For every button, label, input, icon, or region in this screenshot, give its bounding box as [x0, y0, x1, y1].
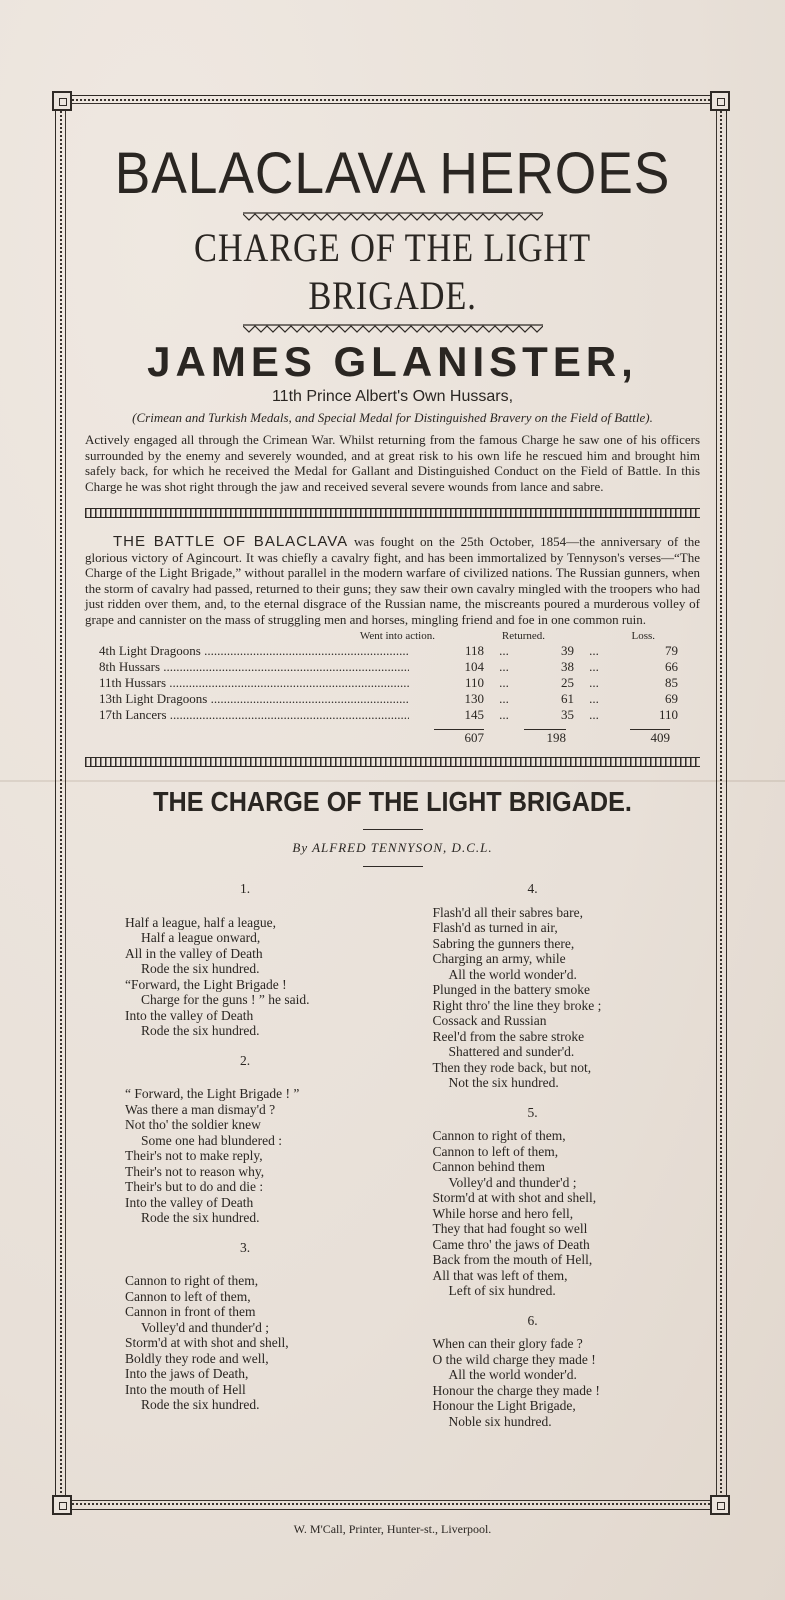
verse-line: Came thro' the jaws of Death	[432, 1236, 590, 1252]
table-row	[85, 659, 700, 675]
table-row	[85, 643, 700, 659]
chain-divider-1	[85, 508, 700, 518]
header-returned: Returned.	[501, 630, 545, 642]
stanza-5	[433, 1128, 701, 1299]
row-loss: 79	[665, 643, 678, 658]
row-sep: ...	[589, 643, 599, 658]
verse-line: Rode the six hundred.	[141, 1397, 260, 1412]
verse-line: “ Forward, the Light Brigade ! ”	[125, 1086, 300, 1101]
rule-bottom	[363, 866, 423, 867]
verse-line: Back from the mouth of Hell,	[432, 1252, 593, 1267]
table-row	[85, 707, 700, 723]
verse-line: Volley'd and thunder'd ;	[448, 1174, 577, 1190]
poem-column-right	[393, 877, 701, 1443]
corner-ornament-bottom-right	[710, 1495, 730, 1515]
row-name: 11th Hussars .....	[85, 675, 409, 691]
verse-line: Then they rode back, but not,	[432, 1059, 592, 1075]
verse-line: Not tho' the soldier knew	[125, 1117, 261, 1132]
row-sep: ...	[589, 691, 599, 706]
poem-title: THE CHARGE OF THE LIGHT BRIGADE.	[153, 786, 632, 817]
totals-spacer	[85, 729, 409, 745]
verse-line: Was there a man dismay'd ?	[125, 1101, 276, 1117]
poem-column-left	[85, 877, 393, 1443]
verse-line: Cannon to left of them,	[125, 1288, 251, 1304]
verse-line: Honour the charge they made !	[432, 1382, 600, 1398]
verse-line: Into the valley of Death	[125, 1007, 254, 1023]
verse-line: Cossack and Russian	[432, 1013, 547, 1028]
verse-line: When can their glory fade ?	[432, 1336, 583, 1351]
row-name: 4th Light Dragoons .....	[85, 643, 409, 659]
header-loss: Loss.	[631, 630, 655, 642]
verse-line: All the world wonder'd.	[448, 1367, 577, 1382]
verse-line: While horse and hero fell,	[432, 1205, 574, 1221]
verse-line: Flash'd all their sabres bare,	[432, 904, 584, 920]
verse-line: Rode the six hundred.	[141, 1210, 260, 1225]
verse-line: Right thro' the line they broke ;	[432, 997, 602, 1013]
verse-line: Into the valley of Death	[125, 1194, 254, 1210]
stanza-3	[125, 1273, 393, 1413]
stanza-2	[125, 1086, 393, 1226]
stanza-number: 1.	[239, 881, 251, 896]
corner-ornament-top-right	[710, 91, 730, 111]
row-sep: ...	[499, 659, 509, 674]
row-name: 13th Light Dragoons .....	[85, 691, 409, 707]
subtitle: CHARGE OF THE LIGHT BRIGADE.	[194, 225, 591, 318]
verse-line: Storm'd at with shot and shell,	[125, 1335, 289, 1350]
verse-line: Into the mouth of Hell	[125, 1381, 246, 1397]
verse-line: All the world wonder'd.	[448, 966, 577, 982]
chain-divider-2	[85, 757, 700, 767]
verse-line: All in the valley of Death	[125, 945, 263, 961]
verse-line: Their's but to do and die :	[125, 1179, 264, 1194]
verse-line: Rode the six hundred.	[141, 1023, 260, 1038]
verse-line: Storm'd at with shot and shell,	[432, 1190, 597, 1205]
zigzag-ornament-1	[243, 212, 543, 222]
verse-line: Cannon to left of them,	[432, 1143, 559, 1159]
verse-line: Boldly they rode and well,	[125, 1350, 269, 1366]
verse-line: Their's not to make reply,	[125, 1148, 263, 1163]
total-went: 607	[434, 729, 484, 745]
printer-imprint: W. M'Call, Printer, Hunter-st., Liverpool.	[293, 1522, 492, 1536]
header-went: Went into action.	[359, 630, 435, 642]
verse-line: Cannon to right of them,	[432, 1128, 566, 1143]
casualty-table	[85, 629, 700, 745]
verse-line: Flash'd as turned in air,	[432, 920, 558, 935]
battle-text: was fought on the 25th October, 1854—the anniversary of the glorious victory of Agincourt. It was chiefly a cavalry fight, and has been immortalized by Tennyson's verses—“The Charge of the Light Brigade,” without parallel in the modern warfare of civilized nations. The Russian gunners, when the storm of cavalry had passed, returned to their guns; they saw their own cavalry mingled with the troopers who had just ridden over them, and, to the eternal disgrace of the Russian name, the miscreants poured a murderous volley of grape and cannister on the mass of struggling men and horses, mingling friend and foe in one common ruin.	[85, 534, 700, 627]
row-sep: ...	[499, 675, 509, 690]
verse-line: Their's not to reason why,	[125, 1163, 265, 1179]
row-sep: ...	[589, 707, 599, 722]
verse-line: Volley'd and thunder'd ;	[141, 1319, 269, 1335]
verse-line: They that had fought so well	[432, 1221, 588, 1236]
verse-line: Left of six hundred.	[448, 1283, 556, 1298]
row-went: 118	[464, 643, 484, 658]
row-sep: ...	[499, 691, 509, 706]
verse-line: Sabring the gunners there,	[432, 935, 575, 951]
table-row	[85, 691, 700, 707]
table-row	[85, 675, 700, 691]
row-returned: 39	[561, 643, 574, 658]
verse-line: Charging an army, while	[432, 951, 566, 966]
row-returned: 35	[561, 707, 574, 722]
verse-line: All that was left of them,	[432, 1267, 568, 1283]
verse-line: Cannon behind them	[432, 1159, 545, 1174]
total-returned: 198	[524, 729, 566, 745]
verse-line: Cannon in front of them	[125, 1304, 256, 1319]
row-sep: ...	[589, 675, 599, 690]
table-header	[85, 629, 700, 643]
stanza-number: 5.	[527, 1104, 538, 1120]
verse-line: Charge for the guns ! ” he said.	[141, 992, 310, 1007]
row-went: 104	[464, 659, 484, 674]
verse-line: Rode the six hundred.	[141, 961, 260, 976]
row-returned: 38	[561, 659, 574, 674]
medals-note: (Crimean and Turkish Medals, and Special Medal for Distinguished Bravery on the Field of Battle).	[132, 410, 653, 425]
verse-line: Into the jaws of Death,	[125, 1366, 249, 1381]
verse-line: Half a league, half a league,	[125, 914, 277, 930]
row-loss: 69	[665, 691, 678, 706]
stanza-number: 2.	[239, 1052, 251, 1068]
row-loss: 66	[665, 659, 678, 674]
regiment-line: 11th Prince Albert's Own Hussars,	[271, 388, 514, 405]
battle-heading: THE BATTLE OF BALACLAVA	[113, 533, 349, 550]
verse-line: Reel'd from the sabre stroke	[432, 1028, 585, 1044]
verse-line: Half a league onward,	[141, 930, 261, 945]
row-went: 110	[464, 675, 484, 690]
total-loss: 409	[630, 729, 670, 745]
corner-ornament-top-left	[52, 91, 72, 111]
corner-ornament-bottom-left	[52, 1495, 72, 1515]
main-title: BALACLAVA HEROES	[114, 141, 671, 206]
table-totals	[85, 729, 700, 745]
hero-name: JAMES GLANISTER,	[147, 338, 638, 385]
verse-line: Plunged in the battery smoke	[432, 982, 590, 997]
stanza-4	[433, 905, 701, 1091]
zigzag-ornament-2	[243, 324, 543, 334]
row-went: 145	[464, 707, 484, 722]
stanza-6	[433, 1336, 701, 1429]
row-loss: 85	[665, 675, 678, 690]
totals-gap	[566, 729, 606, 745]
poem-author: By ALFRED TENNYSON, D.C.L.	[292, 840, 493, 855]
verse-line: Not the six hundred.	[448, 1075, 559, 1090]
row-sep: ...	[499, 707, 509, 722]
row-name: 8th Hussars .....	[85, 659, 409, 675]
row-returned: 61	[561, 691, 574, 706]
verse-line: Honour the Light Brigade,	[432, 1398, 576, 1413]
stanza-number: 3.	[239, 1239, 251, 1255]
verse-line: Cannon to right of them,	[125, 1273, 259, 1288]
battle-paragraph	[85, 534, 700, 627]
row-sep: ...	[499, 643, 509, 658]
stanza-number: 6.	[527, 1312, 538, 1328]
totals-gap	[484, 729, 524, 745]
row-returned: 25	[561, 675, 574, 690]
verse-line: Some one had blundered :	[141, 1132, 282, 1148]
row-loss: 110	[658, 707, 678, 722]
verse-line: Noble six hundred.	[448, 1413, 552, 1429]
broadside-content	[85, 120, 700, 1443]
verse-line: “Forward, the Light Brigade !	[125, 976, 287, 992]
verse-line: O the wild charge they made !	[432, 1351, 596, 1367]
rule-top	[363, 829, 423, 830]
bio-paragraph: Actively engaged all through the Crimean War. Whilst returning from the famous Charge he saw one of his officers surrounded by the enemy and severely wounded, and at great risk to his own life he rescued him and brought him safely back, for which he received the Medal for Gallant and Distinguished Conduct on the Field of Battle. In this Charge he was shot right through the jaw and received several severe wounds from lance and sabre.	[85, 432, 700, 494]
verse-line: Shattered and sunder'd.	[448, 1044, 575, 1059]
stanza-number: 4.	[527, 881, 538, 896]
row-name: 17th Lancers .....	[85, 707, 409, 723]
row-sep: ...	[589, 659, 599, 674]
row-went: 130	[464, 691, 484, 706]
poem-columns	[85, 877, 700, 1443]
stanza-1	[125, 915, 393, 1039]
